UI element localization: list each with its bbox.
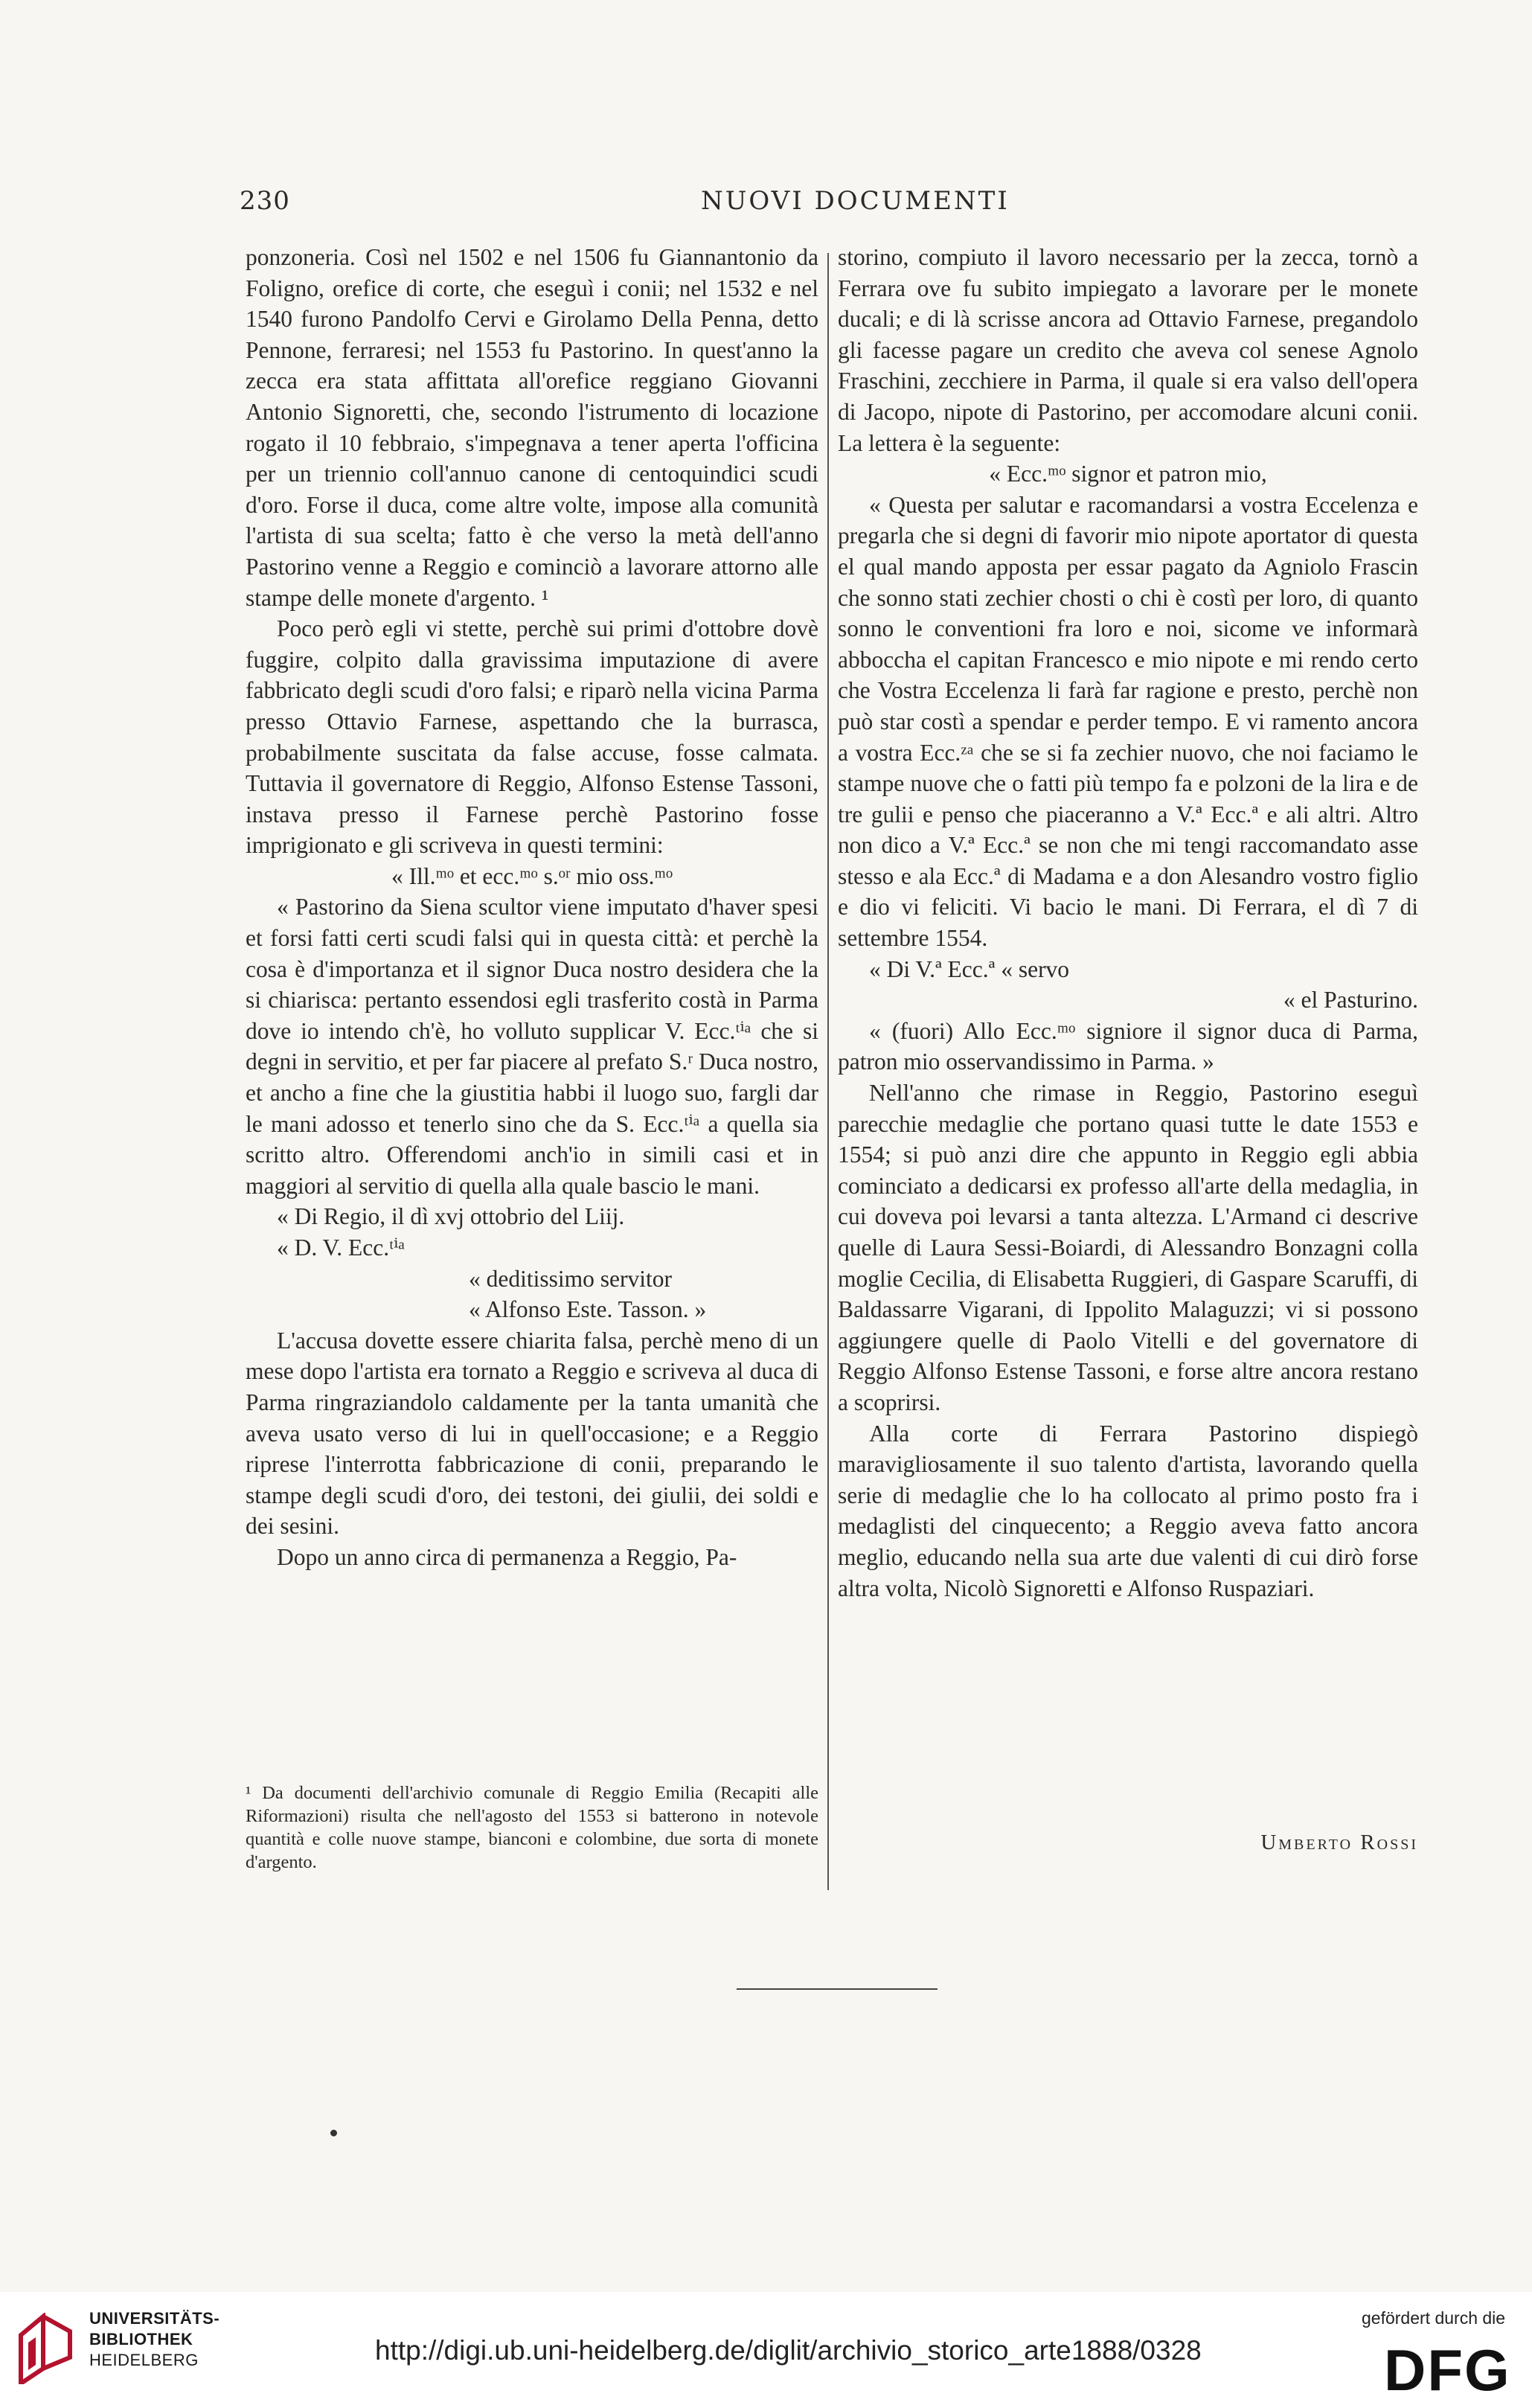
right-column-paragraph: storino, compiuto il lavoro necessario per la zecca, tornò a Ferrara ove fu subito impiegato a lavorare per le monete ducali; e di là scrisse ancora ad Ottavio Farnese, pregandolo gli facesse pagare un credito che aveva col senese Agnolo Fraschini, zecchiere in Parma, il quale si era valso dell'opera di Jacopo, nipote di Pastorino, per accomodare alcuni conii. La lettera è la seguente: bbox=[838, 244, 1418, 456]
right-column-paragraph: « el Pasturino. bbox=[1283, 987, 1418, 1014]
left-column-paragraph: « deditissimo servitor bbox=[469, 1265, 672, 1292]
page-header bbox=[240, 186, 1430, 231]
footnote bbox=[246, 1781, 818, 1874]
left-column-paragraph: Poco però egli vi stette, perchè sui primi d'ottobre dovè fuggire, colpito dalla gravissima imputazione di avere fabbricato degli scudi d'oro falsi; e riparò nella vicina Parma presso Ottavio Farnese, aspettando che la burrasca, probabilmente suscitata da false accuse, fosse calmata. Tuttavia il governatore di Reggio, Alfonso Estense Tassoni, instava presso il Farnese perchè Pastorino fosse imprigionato e gli scriveva in questi termini: bbox=[246, 615, 818, 859]
left-column-paragraph: Dopo un anno circa di permanenza a Reggio, Pa- bbox=[277, 1543, 737, 1570]
left-column-paragraph: L'accusa dovette essere chiarita falsa, perchè meno di un mese dopo l'artista era tornato a Reggio e scriveva al duca di Parma ringraziandolo caldamente per la tanta umanità che aveva usato verso di lui in quell'occasione; e a Reggio riprese l'interrotta fabbricazione di conii, preparando le stampe degli scudi d'oro, dei testoni, dei giulii, dei soldi e dei sesini. bbox=[246, 1327, 818, 1540]
library-line-3: HEIDELBERG bbox=[89, 2351, 199, 2369]
permalink-url[interactable]: http://digi.ub.uni-heidelberg.de/diglit/archivio_storico_arte1888/0328 bbox=[375, 2335, 1202, 2366]
right-column-paragraph: Alla corte di Ferrara Pastorino dispiegò maravigliosamente il suo talento d'artista, lavorando quella serie di medaglie che lo ha collocato al primo posto fra i medaglisti del cinquecento; a Reggio aveva fatto ancora meglio, educando nella sua arte due valenti di cui dirò forse altra volta, Nicolò Signoretti e Alfonso Ruspaziari. bbox=[838, 1420, 1418, 1601]
footnote-text: ¹ Da documenti dell'archivio comunale di Reggio Emilia (Recapiti alle Riformazioni) risulta che nell'agosto del 1553 si batterono in notevole quantità e colle nuove stampe, bianconi e colombine, due sorta di monete d'argento. bbox=[246, 1783, 818, 1872]
sponsor-text: gefördert durch die bbox=[1362, 2308, 1506, 2328]
right-column-paragraph: « Questa per salutar e racomandarsi a vostra Eccelenza e pregarla che si degni di favorir mio nipote aportator di questa el qual mando apposta per essar pagato da Agniolo Frascin che sonno stati zechier chosti o chi è costì per loro, di quanto sonno le conventioni fra loro e noi, sicome ve informarà abboccha el capitan Francesco e mio nipote e mi rendo certo che Vostra Eccelenza li farà far ragione e presto, perchè non può star costì a spendar e perder tempo. E vi ramento ancora a vostra Ecc.ᶻᵃ che se si fa zechier nuovo, che noi faciamo le stampe nuove che o fatti più tempo fa e polzoni de la lira e de tre gulii e penso che piaceranno a V.ª Ecc.ª e ali altri. Altro non dico a V.ª Ecc.ª se non che mi tengi raccomandato asse stesso e ala Ecc.ª di Madama e a don Alesandro vostro figlio e dio vi feliciti. Vi bacio le mani. Di Ferrara, el dì 7 di settembre 1554. bbox=[838, 491, 1418, 952]
left-column-paragraph: ponzoneria. Così nel 1502 e nel 1506 fu Giannantonio da Foligno, orefice di corte, che eseguì i conii; nel 1532 e nel 1540 furono Pandolfo Cervi e Girolamo Della Penna, detto Pennone, ferraresi; nel 1553 fu Pastorino. In quest'anno la zecca era stata affittata all'orefice reggiano Giovanni Antonio Signoretti, che, secondo l'istrumento di locazione rogato il 10 febbraio, s'impegnava a tener aperta l'officina per un triennio coll'annuo canone di centoquindici scudi d'oro. Forse il duca, come altre volte, impose alla comunità l'artista di sua scelta; fatto è che verso la metà dell'anno Pastorino venne a Reggio e cominciò a lavorare attorno alle stampe delle monete d'argento. ¹ bbox=[246, 244, 818, 611]
left-text-column bbox=[246, 242, 818, 1573]
library-line-1: UNIVERSITÄTS- bbox=[89, 2309, 220, 2328]
left-column-paragraph: « D. V. Ecc.ᵗⁱᵃ bbox=[277, 1235, 406, 1261]
ub-heidelberg-logo-icon bbox=[13, 2313, 77, 2384]
author-signature: Umberto Rossi bbox=[1260, 1831, 1418, 1854]
left-column-paragraph: « Ill.ᵐᵒ et ecc.ᵐᵒ s.ᵒʳ mio oss.ᵐᵒ bbox=[391, 862, 673, 889]
library-line-2: BIBLIOTHEK bbox=[89, 2330, 193, 2348]
scan-speck bbox=[330, 2130, 337, 2136]
digitization-footer bbox=[0, 2292, 1532, 2408]
right-text-column bbox=[838, 242, 1418, 1604]
right-column-paragraph: « Ecc.ᵐᵒ signor et patron mio, bbox=[989, 461, 1267, 487]
left-column-paragraph: « Di Regio, il dì xvj ottobrio del Liij. bbox=[277, 1203, 625, 1230]
page-number: 230 bbox=[240, 186, 290, 216]
library-name bbox=[89, 2308, 219, 2371]
dfg-logo: DFG bbox=[1384, 2337, 1511, 2403]
running-title: NUOVI DOCUMENTI bbox=[701, 186, 1010, 216]
column-divider bbox=[827, 253, 829, 1890]
right-column-paragraph: « Di V.ª Ecc.ª « servo bbox=[869, 955, 1070, 982]
end-rule bbox=[737, 1988, 938, 1990]
left-column-paragraph: « Alfonso Este. Tasson. » bbox=[469, 1296, 707, 1323]
right-column-paragraph: « (fuori) Allo Ecc.ᵐᵒ signiore il signor duca di Parma, patron mio osservandissimo in Parma. » bbox=[838, 1017, 1418, 1075]
left-column-paragraph: « Pastorino da Siena scultor viene imputato d'haver spesi et forsi fatti certi scudi falsi qui in questa città: et perchè la cosa è d'importanza et il signor Duca nostro desidera che la si chiarisca: pertanto essendosi egli trasferito costà in Parma dove io intendo ch'è, ho volluto supplicar V. Ecc.ᵗⁱᵃ che si degni in servitio, et per far piacere al prefato S.ʳ Duca nostro, et ancho a fine che la giustitia habbi il luogo suo, fargli dar le mani adosso et tenerlo sino che da S. Ecc.ᵗⁱᵃ a quella sia scritto altro. Offerendomi anch'io in simili casi et in maggiori al servitio di quella alla quale bascio le mani. bbox=[246, 894, 818, 1199]
right-column-paragraph: Nell'anno che rimase in Reggio, Pastorino eseguì parecchie medaglie che portano quasi tutte le date 1553 e 1554; si può anzi dire che appunto in Reggio egli abbia cominciato a dedicarsi ex professo all'arte della medaglia, in cui doveva poi levarsi a tanta altezza. L'Armand ci descrive quelle di Laura Sessi-Boiardi, di Alessandro Bonzagni colla moglie Cecilia, di Elisabetta Ruggieri, di Gaspare Scaruffi, di Baldassarre Vigarani, di Ippolito Malaguzzi; vi si possono aggiungere quelle di Paolo Vitelli e del governatore di Reggio Alfonso Estense Tassoni, e forse altre ancora restano a scoprirsi. bbox=[838, 1080, 1418, 1415]
